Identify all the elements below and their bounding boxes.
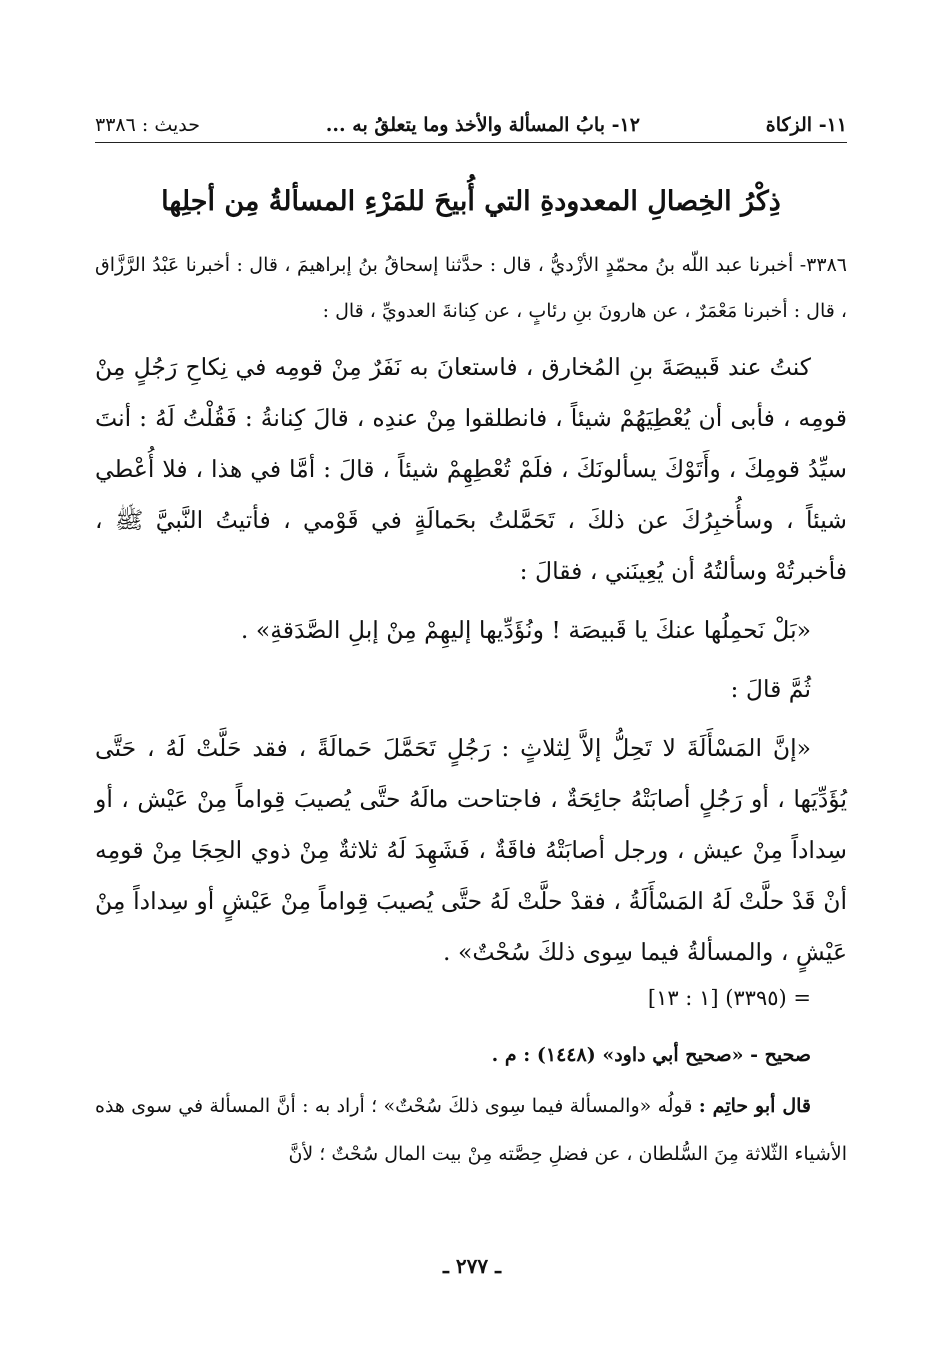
section-title: ذِكْرُ الخِصالِ المعدودةِ التي أُبيحَ للمَرْءِ المسألةُ مِن أجلِها	[161, 186, 781, 217]
hadith-matn-transition: ثُمَّ قالَ :	[730, 675, 811, 703]
commentary	[95, 1082, 847, 1178]
hadith-isnad: ٣٣٨٦- أخبرنا عبد اللّه بنُ محمّدٍ الأزْديُّ ، قال : حدَّثنا إسحاقُ بنُ إبراهيمَ ، قال : أخبرنا عَبْدُ الرَّزَّاق ، قال : أخبرنا مَعْمَرٌ ، عن هارونَ بنِ رئابٍ ، عن كِنانةَ العدويِّ ، قال :	[95, 254, 847, 322]
commentary-lead: قال أبو حاتِم :	[698, 1095, 811, 1117]
hadith-matn-narrative: كنتُ عند قَبيصَةَ بنِ المُخارق ، فاستعانَ به نَفَرٌ مِنْ قومِه في نِكاحِ رَجُلٍ مِنْ قومِه ، فأبى أن يُعْطِيَهُمْ شيئاً ، فانطلقوا مِنْ عندِه ، قالَ كِنانةُ : فَقُلْتُ لَهُ : أنتَ سيِّدُ قومِكَ ، وأَتَوْكَ يسألونَكَ ، فلَمْ تُعْطِهِمْ شيئاً ، قالَ : أمَّا في هذا ، فلا أُعْطي شيئاً ، وسأُخبِرُكَ عن ذلكَ ، تَحَمَّلتُ بحَمالَةٍ في قَوْمي ، فأتيتُ النَّبيَّ ﷺ ، فأخبرتُهْ وسألتُهُ أن يُعِينَني ، فقالَ :	[95, 353, 847, 585]
commentary-text: قولُه «والمسألة فيما سِوى ذلكَ سُحْتٌ» ؛ أراد به : أنَّ المسألة في سوى هذه الأشياء الثّلاثة مِنَ السُّلطان ، عن فضلِ حِصَّته مِنْ بيت المال سُحْتٌ ؛ لأنَّ	[95, 1095, 847, 1165]
running-header	[95, 103, 847, 143]
cross-reference: = (٣٣٩٥) [١ : ١٣]	[647, 986, 811, 1010]
page-body	[95, 242, 847, 1178]
header-chapter: ١١- الزكاة	[765, 114, 847, 136]
header-hadith-ref: حديث : ٣٣٨٦	[95, 114, 200, 136]
page-number: ـ ٢٧٧ ـ	[443, 1254, 501, 1278]
hadith-grade: صحيح - «صحيح أبي داود» (١٤٤٨) : م .	[491, 1044, 811, 1066]
header-section: ١٢- بابُ المسألة والأخذ وما يتعلقُ به ...	[325, 114, 640, 136]
hadith-matn-quote-2: «إنَّ المَسْأَلَةَ لا تَحِلُّ إلاَّ لِثلاثٍ : رَجُلٍ تَحَمَّلَ حَمالَةً ، فقد حَلَّتْ لَهُ ، حَتَّى يُؤَدِّيَها ، أو رَجُلٍ أصابَتْهُ جائِحَةٌ ، فاجتاحت مالَهُ حتَّى يُصيبَ قِواماً مِنْ عَيْش ، أو سِداداً مِنْ عيش ، ورجل أصابَتْهُ فاقَةٌ ، فَشَهِدَ لَهُ ثلاثةٌ مِنْ ذوي الحِجَا مِنْ قومِه أنْ قَدْ حلَّتْ لَهُ المَسْأَلَةُ ، فقدْ حلَّتْ لَهُ حتَّى يُصيبَ قِواماً مِنْ عَيْشٍ أو سِداداً مِنْ عَيْشٍ ، والمسألةُ فيما سِوى ذلكَ سُحْتٌ» .	[95, 734, 847, 966]
hadith-matn-quote-1: «بَلْ نَحمِلُها عنكَ يا قَبيصَة ! ونُؤَدِّيها إليهِمْ مِنْ إبلِ الصَّدَقةِ» .	[240, 616, 811, 644]
